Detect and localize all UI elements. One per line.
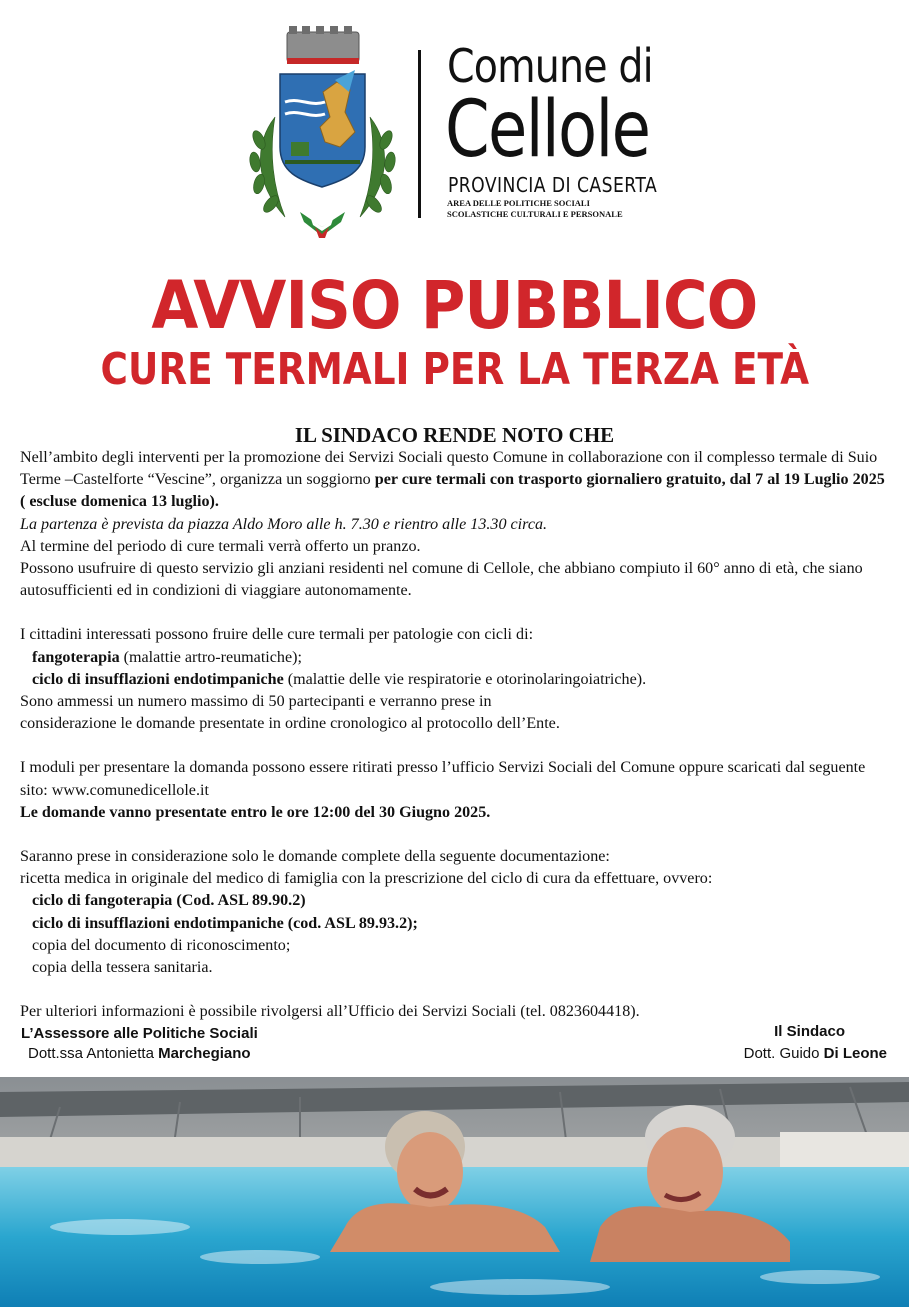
contact-info: Per ulteriori informazioni è possibile rivolgersi all’Ufficio dei Servizi Sociali (tel. 0823604418). (20, 1003, 640, 1021)
thermal-pool-seniors-photo (0, 1077, 909, 1307)
area-line-2: SCOLASTICHE CULTURALI E PERSONALE (447, 209, 623, 219)
main-title-text: AVVISO PUBBLICO (151, 267, 758, 344)
doc-item: copia del documento di riconoscimento; (32, 936, 291, 954)
intro-text: Nell’ambito degli interventi per la promozione dei Servizi Sociali questo Comune in collaborazione con il complesso termale di Suio Terme –Castelforte “Vescine”, organizza un soggiorno (20, 449, 878, 489)
cure-item-detail: (malattie delle vie respiratorie e otorinolaringoiatriche). (283, 670, 647, 688)
provincia-label: PROVINCIA DI CASERTA (448, 173, 658, 197)
eligibility-info: Possono usufruire di questo servizio gli anziani residenti nel comune di Cellole, che abbiano compiuto il 60° anno di età, che siano autosufficienti ed in condizioni di viaggiare autonomamente. (20, 560, 863, 600)
assessore-name-prefix: Dott.ssa Antonietta (28, 1045, 159, 1062)
municipal-crest-icon (245, 22, 400, 242)
max-participants-line-2: considerazione le domande presentate in ordine cronologico al protocollo dell’Ente. (20, 715, 560, 733)
sindaco-name-prefix: Dott. Guido (743, 1045, 824, 1062)
assessore-signature (21, 1024, 258, 1064)
intro-paragraph (20, 447, 892, 514)
sindaco-name (744, 1043, 887, 1065)
cure-item (20, 669, 892, 691)
comune-di-label: Comune di (447, 39, 653, 93)
doc-item: ciclo di insufflazioni endotimpaniche (cod. ASL 89.93.2); (32, 914, 418, 932)
assessore-surname: Marchegiano (158, 1045, 251, 1062)
town-name: Cellole (445, 85, 650, 175)
main-subtitle (0, 340, 909, 400)
header-divider (418, 50, 421, 218)
assessore-name (21, 1044, 258, 1064)
max-participants-line-1: Sono ammessi un numero massimo di 50 partecipanti e verranno prese in (20, 693, 492, 711)
sindaco-role: Il Sindaco (774, 1023, 845, 1040)
deadline: Le domande vanno presentate entro le ore 12:00 del 30 Giugno 2025. (20, 803, 491, 821)
cure-item-detail: (malattie artro-reumatiche); (119, 648, 302, 666)
cure-item-name: fangoterapia (32, 648, 120, 666)
docs-intro: Saranno prese in considerazione solo le domande complete della seguente documentazione: (20, 848, 610, 866)
assessore-role: L’Assessore alle Politiche Sociali (21, 1025, 258, 1042)
forms-info: I moduli per presentare la domanda possono essere ritirati presso l’ufficio Servizi Sociali del Comune oppure scaricati dal seguente sito: www.comunedicellole.it (20, 759, 866, 799)
header (0, 0, 909, 250)
area-line-1: AREA DELLE POLITICHE SOCIALI (447, 198, 590, 208)
mayor-notice-heading: IL SINDACO RENDE NOTO CHE (294, 423, 615, 447)
cure-item-name: ciclo di insufflazioni endotimpaniche (32, 670, 284, 688)
intro-bold-text: per cure termali con trasporto giornaliero gratuito, dal 7 al 19 Luglio 2025 ( escluse domenica 13 luglio). (20, 471, 885, 511)
doc-item: copia della tessera sanitaria. (32, 959, 213, 977)
notice-body (20, 447, 892, 1023)
main-title (0, 268, 909, 344)
main-subtitle-text: CURE TERMALI PER LA TERZA ETÀ (100, 344, 809, 395)
prescription-info: ricetta medica in originale del medico di famiglia con la prescrizione del ciclo di cura da effettuare, ovvero: (20, 870, 713, 888)
cure-item (20, 647, 892, 669)
sindaco-signature (744, 1021, 887, 1065)
lunch-info: Al termine del periodo di cure termali verrà offerto un pranzo. (20, 537, 421, 555)
doc-item: ciclo di fangoterapia (Cod. ASL 89.90.2) (32, 892, 306, 910)
departure-info: La partenza è prevista da piazza Aldo Moro alle h. 7.30 e rientro alle 13.30 circa. (20, 515, 548, 533)
cures-intro: I cittadini interessati possono fruire delle cure termali per patologie con cicli di: (20, 626, 534, 644)
sindaco-surname: Di Leone (823, 1045, 887, 1062)
